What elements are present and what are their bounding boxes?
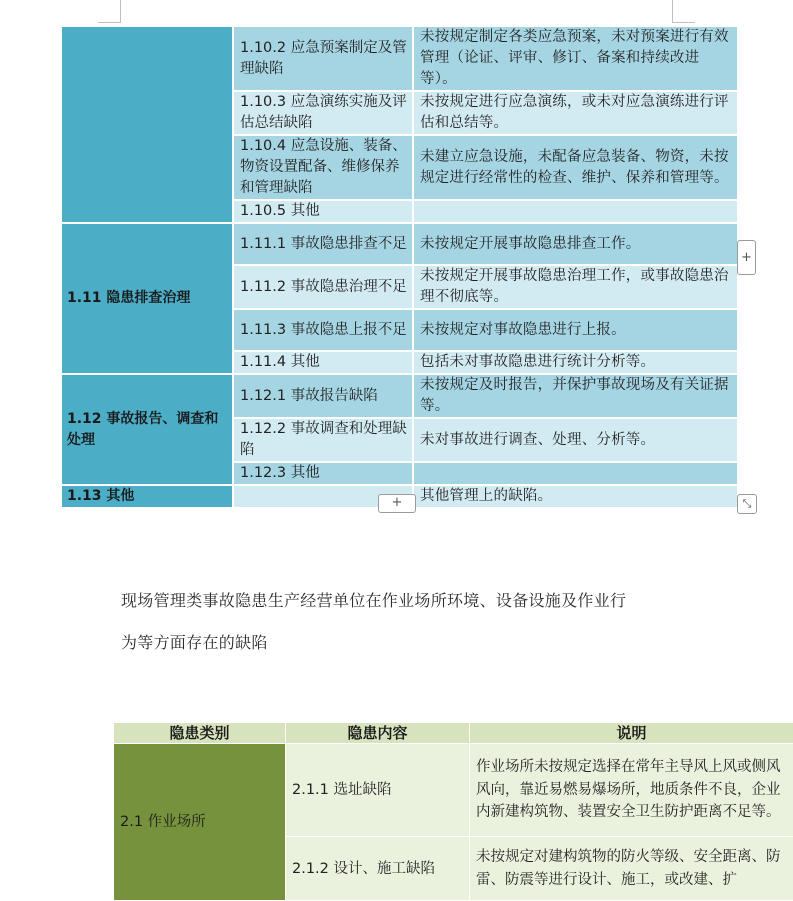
table-resize-handle-icon[interactable]: ⤡: [737, 494, 757, 514]
content-cell[interactable]: 1.11.3 事故隐患上报不足: [233, 309, 413, 351]
category-cell-cont[interactable]: [61, 26, 233, 223]
category-cell[interactable]: 1.13 其他: [61, 485, 233, 508]
header-description[interactable]: 说明: [470, 723, 793, 744]
content-cell[interactable]: 1.10.2 应急预案制定及管理缺陷: [233, 26, 413, 91]
table-header-row: [114, 723, 793, 744]
header-content[interactable]: 隐患内容: [286, 723, 470, 744]
content-cell[interactable]: 1.11.4 其他: [233, 351, 413, 374]
content-cell[interactable]: 2.1.1 选址缺陷: [286, 744, 470, 837]
table-row: [61, 374, 738, 418]
header-category[interactable]: 隐患类别: [114, 723, 286, 744]
description-cell[interactable]: 未按规定对建构筑物的防火等级、安全距离、防雷、防震等进行设计、施工，或改建、扩: [470, 837, 793, 901]
category-cell[interactable]: 1.11 隐患排查治理: [61, 223, 233, 374]
description-cell[interactable]: [413, 200, 738, 223]
content-cell[interactable]: 1.10.5 其他: [233, 200, 413, 223]
description-cell[interactable]: 未按规定对事故隐患进行上报。: [413, 309, 738, 351]
description-cell[interactable]: 未按规定开展事故隐患排查工作。: [413, 223, 738, 265]
section-intro-text-line2: 为等方面存在的缺陷: [121, 630, 268, 653]
category-cell[interactable]: 2.1 作业场所: [114, 744, 286, 901]
hazard-table-management: [60, 25, 739, 509]
content-cell[interactable]: 1.11.2 事故隐患治理不足: [233, 265, 413, 309]
description-cell[interactable]: 未按规定开展事故隐患治理工作，或事故隐患治理不彻底等。: [413, 265, 738, 309]
description-cell[interactable]: 未建立应急设施，未配备应急装备、物资，未按规定进行经常性的检查、维护、保养和管理等。: [413, 135, 738, 200]
description-cell[interactable]: 未按规定制定各类应急预案，未对预案进行有效管理（论证、评审、修订、备案和持续改进等）。: [413, 26, 738, 91]
description-cell[interactable]: 作业场所未按规定选择在常年主导风上风或侧风风向，靠近易燃易爆场所，地质条件不良，企业内新建构筑物、装置安全卫生防护距离不足等。: [470, 744, 793, 837]
description-cell[interactable]: 其他管理上的缺陷。: [413, 485, 738, 508]
content-cell[interactable]: 1.11.1 事故隐患排查不足: [233, 223, 413, 265]
page-corner-mark-left: [98, 0, 121, 23]
content-cell[interactable]: 2.1.2 设计、施工缺陷: [286, 837, 470, 901]
section-intro-text-line1: 现场管理类事故隐患生产经营单位在作业场所环境、设备设施及作业行: [121, 588, 626, 611]
description-cell[interactable]: 未对事故进行调查、处理、分析等。: [413, 418, 738, 462]
content-cell[interactable]: 1.12.3 其他: [233, 462, 413, 485]
content-cell[interactable]: 1.10.3 应急演练实施及评估总结缺陷: [233, 91, 413, 135]
content-cell[interactable]: 1.12.2 事故调查和处理缺陷: [233, 418, 413, 462]
category-cell[interactable]: 1.12 事故报告、调查和处理: [61, 374, 233, 485]
description-cell[interactable]: 未按规定进行应急演练，或未对应急演练进行评估和总结等。: [413, 91, 738, 135]
table-row: [61, 223, 738, 265]
table-row: [114, 744, 793, 837]
content-cell[interactable]: 1.12.1 事故报告缺陷: [233, 374, 413, 418]
add-row-button[interactable]: +: [378, 494, 416, 513]
hazard-table-site: [113, 722, 793, 901]
description-cell[interactable]: 包括未对事故隐患进行统计分析等。: [413, 351, 738, 374]
content-cell[interactable]: 1.10.4 应急设施、装备、物资设置配备、维修保养和管理缺陷: [233, 135, 413, 200]
add-column-button[interactable]: +: [737, 240, 756, 275]
page-corner-mark-right: [672, 0, 695, 23]
description-cell[interactable]: [413, 462, 738, 485]
table-row: [61, 26, 738, 91]
description-cell[interactable]: 未按规定及时报告，并保护事故现场及有关证据等。: [413, 374, 738, 418]
